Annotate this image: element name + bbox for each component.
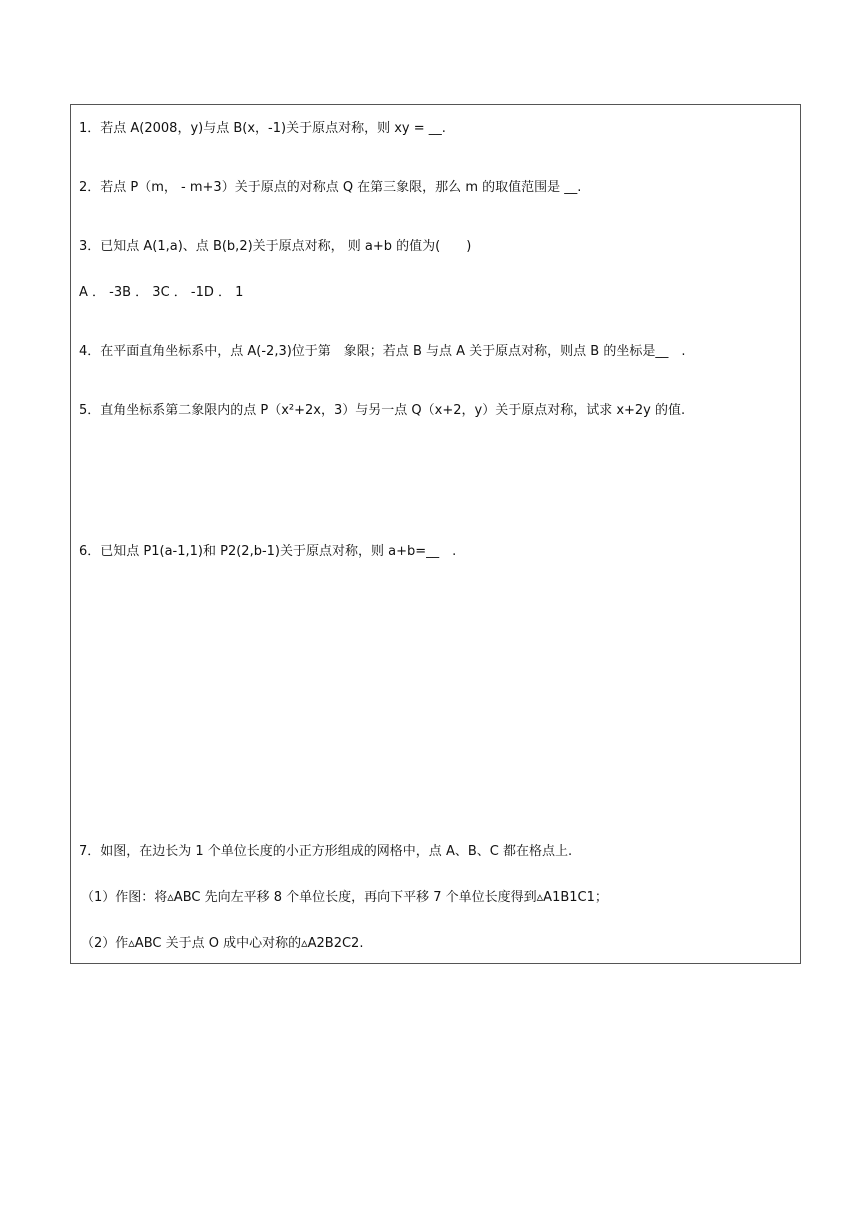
question-6: 6．已知点 P1(a-1,1)和 P2(2,b-1)关于原点对称，则 a+b=__ .: [79, 544, 457, 559]
question-7: 7．如图，在边长为 1 个单位长度的小正方形组成的网格中，点 A、B、C 都在格点上.: [79, 844, 573, 859]
question-5: 5．直角坐标系第二象限内的点 P（x²+2x，3）与另一点 Q（x+2，y）关于原点对称，试求 x+2y 的值.: [79, 403, 686, 418]
question-4: 4．在平面直角坐标系中，点 A(-2,3)位于第 象限；若点 B 与点 A 关于原点对称，则点 B 的坐标是__ .: [79, 344, 686, 359]
question-7-part-1: （1）作图：将▵ABC 先向左平移 8 个单位长度，再向下平移 7 个单位长度得到▵A1B1C1；: [81, 890, 608, 905]
question-7-part-2: （2）作▵ABC 关于点 O 成中心对称的▵A2B2C2.: [81, 936, 364, 951]
question-3: 3．已知点 A(1,a)、点 B(b,2)关于原点对称， 则 a+b 的值为( ): [79, 239, 472, 254]
question-1: 1．若点 A(2008，y)与点 B(x，-1)关于原点对称，则 xy = __.: [79, 121, 446, 136]
question-2: 2．若点 P（m， - m+3）关于原点的对称点 Q 在第三象限，那么 m 的取值范围是 __.: [79, 180, 582, 195]
question-3-options: A ． -3B ． 3C ． -1D ． 1: [79, 285, 244, 300]
question-table-frame: [70, 104, 801, 964]
